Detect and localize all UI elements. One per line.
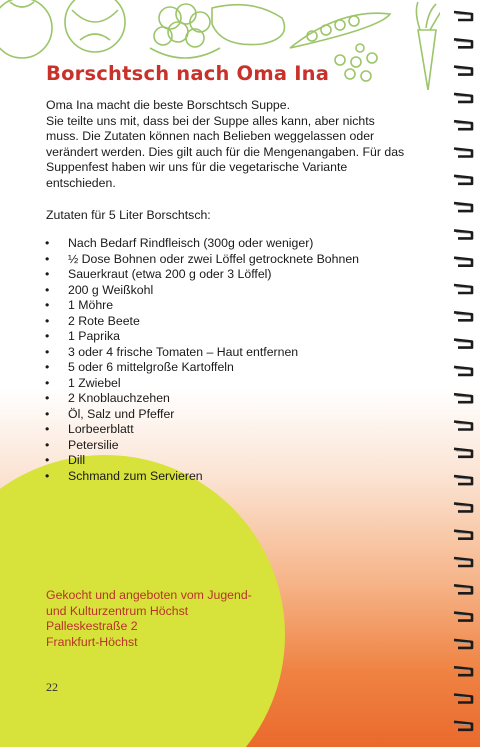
binding-ring-icon	[454, 367, 472, 375]
list-item	[44, 298, 384, 314]
list-item	[44, 407, 384, 423]
list-item	[44, 453, 384, 469]
list-item	[44, 376, 384, 392]
binding-ring-icon	[454, 422, 472, 430]
binding-ring-icon	[454, 12, 472, 20]
bullet-icon: •	[45, 437, 50, 452]
binding-ring-icon	[454, 695, 472, 703]
eggplant-outline-icon	[212, 5, 285, 45]
bullet-icon: •	[45, 236, 50, 250]
ingredient-text: Schmand zum Servieren	[68, 468, 203, 483]
bullet-icon: •	[45, 298, 50, 312]
list-item	[44, 345, 384, 361]
ingredient-text: 5 oder 6 mittelgroße Kartoffeln	[68, 360, 234, 374]
bullet-icon: •	[45, 360, 50, 374]
pea-pod-outline-icon	[290, 13, 390, 48]
binding-ring-icon	[454, 585, 472, 593]
list-item	[44, 267, 384, 283]
bullet-icon: •	[45, 282, 50, 297]
ingredient-text: Lorbeerblatt	[68, 422, 134, 436]
list-item	[44, 236, 384, 252]
ingredient-text: 1 Zwiebel	[68, 375, 121, 390]
cabbage-outline-icon	[65, 0, 125, 52]
ingredient-text: 200 g Weißkohl	[68, 282, 154, 297]
address-street: Palleskestraße 2	[46, 619, 138, 633]
binding-ring-icon	[454, 449, 472, 457]
stem-icon	[10, 2, 34, 7]
binding-ring-icon	[454, 203, 472, 211]
bullet-icon: •	[45, 313, 50, 328]
binding-ring-icon	[454, 476, 472, 484]
binding-ring-icon	[454, 640, 472, 648]
binding-ring-icon	[454, 340, 472, 348]
binding-ring-icon	[454, 285, 472, 293]
address-city: Frankfurt-Höchst	[46, 634, 138, 649]
ingredient-text: Dill	[68, 453, 86, 467]
ingredients-list	[44, 236, 384, 484]
list-item	[44, 329, 384, 345]
credits-line: und Kulturzentrum Höchst	[46, 603, 189, 618]
ingredient-text: 1 Möhre	[68, 298, 114, 312]
binding-ring-icon	[454, 121, 472, 129]
credits	[46, 588, 286, 650]
ingredient-text: Nach Bedarf Rindfleisch (300g oder weniger)	[68, 236, 314, 250]
bullet-icon: •	[45, 251, 50, 266]
ingredient-text: ½ Dose Bohnen oder zwei Löffel getrocknete Bohnen	[68, 251, 360, 266]
recipe-title: Borschtsch nach Oma Ina	[46, 62, 330, 85]
intro-line-1: Oma Ina macht die beste Borschtsch Suppe.	[46, 98, 291, 112]
binding-ring-icon	[454, 94, 472, 102]
peas-outline-icon	[335, 44, 377, 81]
binding-ring-icon	[454, 230, 472, 238]
carrot-outline-icon	[416, 2, 440, 90]
binding-ring-icon	[454, 258, 472, 266]
list-item	[44, 391, 384, 407]
ingredient-text: 2 Rote Beete	[68, 313, 140, 328]
list-item	[44, 314, 384, 330]
binding-ring-icon	[454, 531, 472, 539]
cauliflower-outline-icon	[150, 4, 220, 58]
binding-ring-icon	[454, 667, 472, 675]
ingredient-text: Öl, Salz und Pfeffer	[68, 406, 175, 421]
bullet-icon: •	[45, 422, 50, 436]
bullet-icon: •	[45, 391, 50, 405]
binding-ring-icon	[454, 558, 472, 566]
binding-ring-icon	[454, 176, 472, 184]
bullet-icon: •	[45, 406, 50, 421]
list-item	[44, 283, 384, 299]
binding-ring-icon	[454, 722, 472, 730]
binding-ring-icon	[454, 149, 472, 157]
spiral-binding	[452, 0, 480, 747]
list-item	[44, 438, 384, 454]
bullet-icon: •	[45, 344, 50, 359]
binding-ring-icon	[454, 613, 472, 621]
ingredient-text: Sauerkraut (etwa 200 g oder 3 Löffel)	[68, 267, 272, 281]
page-number: 22	[46, 680, 58, 694]
binding-ring-icon	[454, 39, 472, 47]
binding-ring-icon	[454, 394, 472, 402]
binding-ring-icon	[454, 503, 472, 511]
list-item	[44, 469, 384, 485]
bullet-icon: •	[45, 375, 50, 390]
intro-paragraph: Sie teilte uns mit, dass bei der Suppe alles kann, aber nichts muss. Die Zutaten können nach Belieben weggelassen oder verändert werden. Dies gilt auch für die Mengenangaben. Für das Suppenfest haben wir uns für die vegetarische Variante entschieden.	[46, 113, 405, 190]
list-item	[44, 360, 384, 376]
tomato-outline-icon	[0, 0, 52, 58]
list-item	[44, 422, 384, 438]
bullet-icon: •	[45, 329, 50, 343]
ingredient-text: Petersilie	[68, 437, 119, 452]
bullet-icon: •	[45, 267, 50, 281]
binding-ring-icon	[454, 312, 472, 320]
list-item	[44, 252, 384, 268]
ingredients-heading: Zutaten für 5 Liter Borschtsch:	[46, 208, 211, 222]
ingredient-text: 3 oder 4 frische Tomaten – Haut entfernen	[68, 344, 299, 359]
bullet-icon: •	[45, 453, 50, 467]
ingredient-text: 1 Paprika	[68, 329, 120, 343]
credits-line: Gekocht und angeboten vom Jugend-	[46, 588, 252, 602]
binding-ring-icon	[454, 67, 472, 75]
ingredient-text: 2 Knoblauchzehen	[68, 391, 170, 405]
recipe-intro	[46, 98, 406, 191]
bullet-icon: •	[45, 468, 50, 483]
